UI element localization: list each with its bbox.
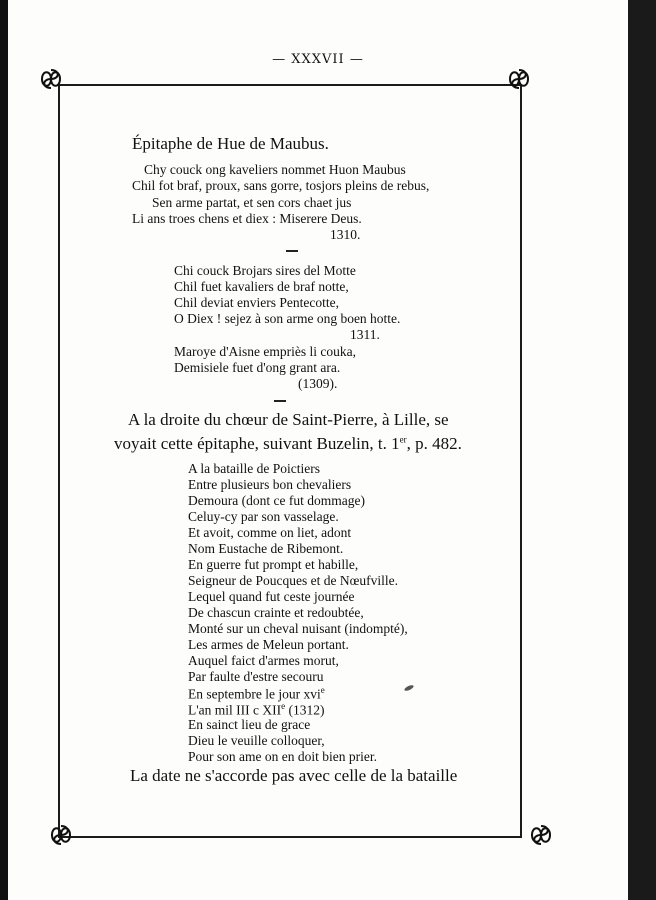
section-divider	[286, 250, 298, 252]
corner-ornament-icon	[506, 66, 532, 92]
verse-line: De chascun crainte et redoubtée,	[188, 605, 364, 620]
verse-line: Nom Eustache de Ribemont.	[188, 541, 344, 556]
verse-line: Sen arme partat, et sen cors chaet jus	[152, 195, 352, 210]
verse-line: Li ans troes chens et diex : Miserere Deus.	[132, 211, 362, 226]
section-divider	[274, 400, 286, 402]
verse-line: Entre plusieurs bon chevaliers	[188, 477, 352, 492]
verse-line: Chil fuet kavaliers de braf notte,	[174, 279, 349, 294]
verse-line: O Diex ! sejez à son arme ong boen hotte.	[174, 311, 401, 326]
corner-ornament-icon	[38, 66, 64, 92]
verse-line: Maroye d'Aisne empriès li couka,	[174, 344, 357, 359]
epitaph-title: Épitaphe de Hue de Maubus.	[132, 134, 329, 153]
verse-line: Chy couck ong kaveliers nommet Huon Maubus	[144, 162, 406, 177]
verse-line: L'an mil III c XIIe (1312)	[188, 701, 325, 718]
page-folio: — XXXVII —	[272, 52, 364, 67]
book-page	[8, 0, 628, 900]
epitaph-year: 1311.	[350, 327, 380, 342]
verse-line: En septembre le jour xvi$^e$	[188, 685, 325, 702]
prose-line: voyait cette épitaphe, suivant Buzelin, t. 1er, p. 482.	[114, 434, 462, 453]
epitaph-year: 1310.	[330, 227, 361, 242]
verse-line: Demisiele fuet d'ong grant ara.	[174, 360, 341, 375]
verse-line: Chi couck Brojars sires del Motte	[174, 263, 356, 278]
verse-line: En guerre fut prompt et habille,	[188, 557, 359, 572]
prose-line: La date ne s'accorde pas avec celle de la bataille	[130, 766, 458, 785]
verse-line: Lequel quand fut ceste journée	[188, 589, 355, 604]
verse-line: Et avoit, comme on liet, adont	[188, 525, 352, 540]
verse-line: Chil deviat enviers Pentecotte,	[174, 295, 339, 310]
verse-line: Celuy-cy par son vasselage.	[188, 509, 339, 524]
verse-line: Pour son ame on en doit bien prier.	[188, 749, 377, 764]
page-edge-shadow	[628, 0, 656, 900]
corner-ornament-icon	[48, 822, 74, 848]
verse-line: A la bataille de Poictiers	[188, 461, 320, 476]
verse-line: Demoura (dont ce fut dommage)	[188, 493, 365, 508]
corner-ornament-icon	[528, 822, 554, 848]
verse-line: Dieu le veuille colloquer,	[188, 733, 325, 748]
verse-line: Chil fot braf, proux, sans gorre, tosjors pleins de rebus,	[132, 178, 430, 193]
verse-line: Monté sur un cheval nuisant (indompté),	[188, 621, 408, 636]
verse-line: Par faulte d'estre secouru	[188, 669, 324, 684]
prose-line: A la droite du chœur de Saint-Pierre, à Lille, se	[128, 410, 449, 429]
verse-line: En sainct lieu de grace	[188, 717, 311, 732]
verse-line: Auquel faict d'armes morut,	[188, 653, 339, 668]
epitaph-year: (1309).	[298, 376, 338, 391]
verse-line: Seigneur de Poucques et de Nœufville.	[188, 573, 398, 588]
verse-line: Les armes de Meleun portant.	[188, 637, 349, 652]
